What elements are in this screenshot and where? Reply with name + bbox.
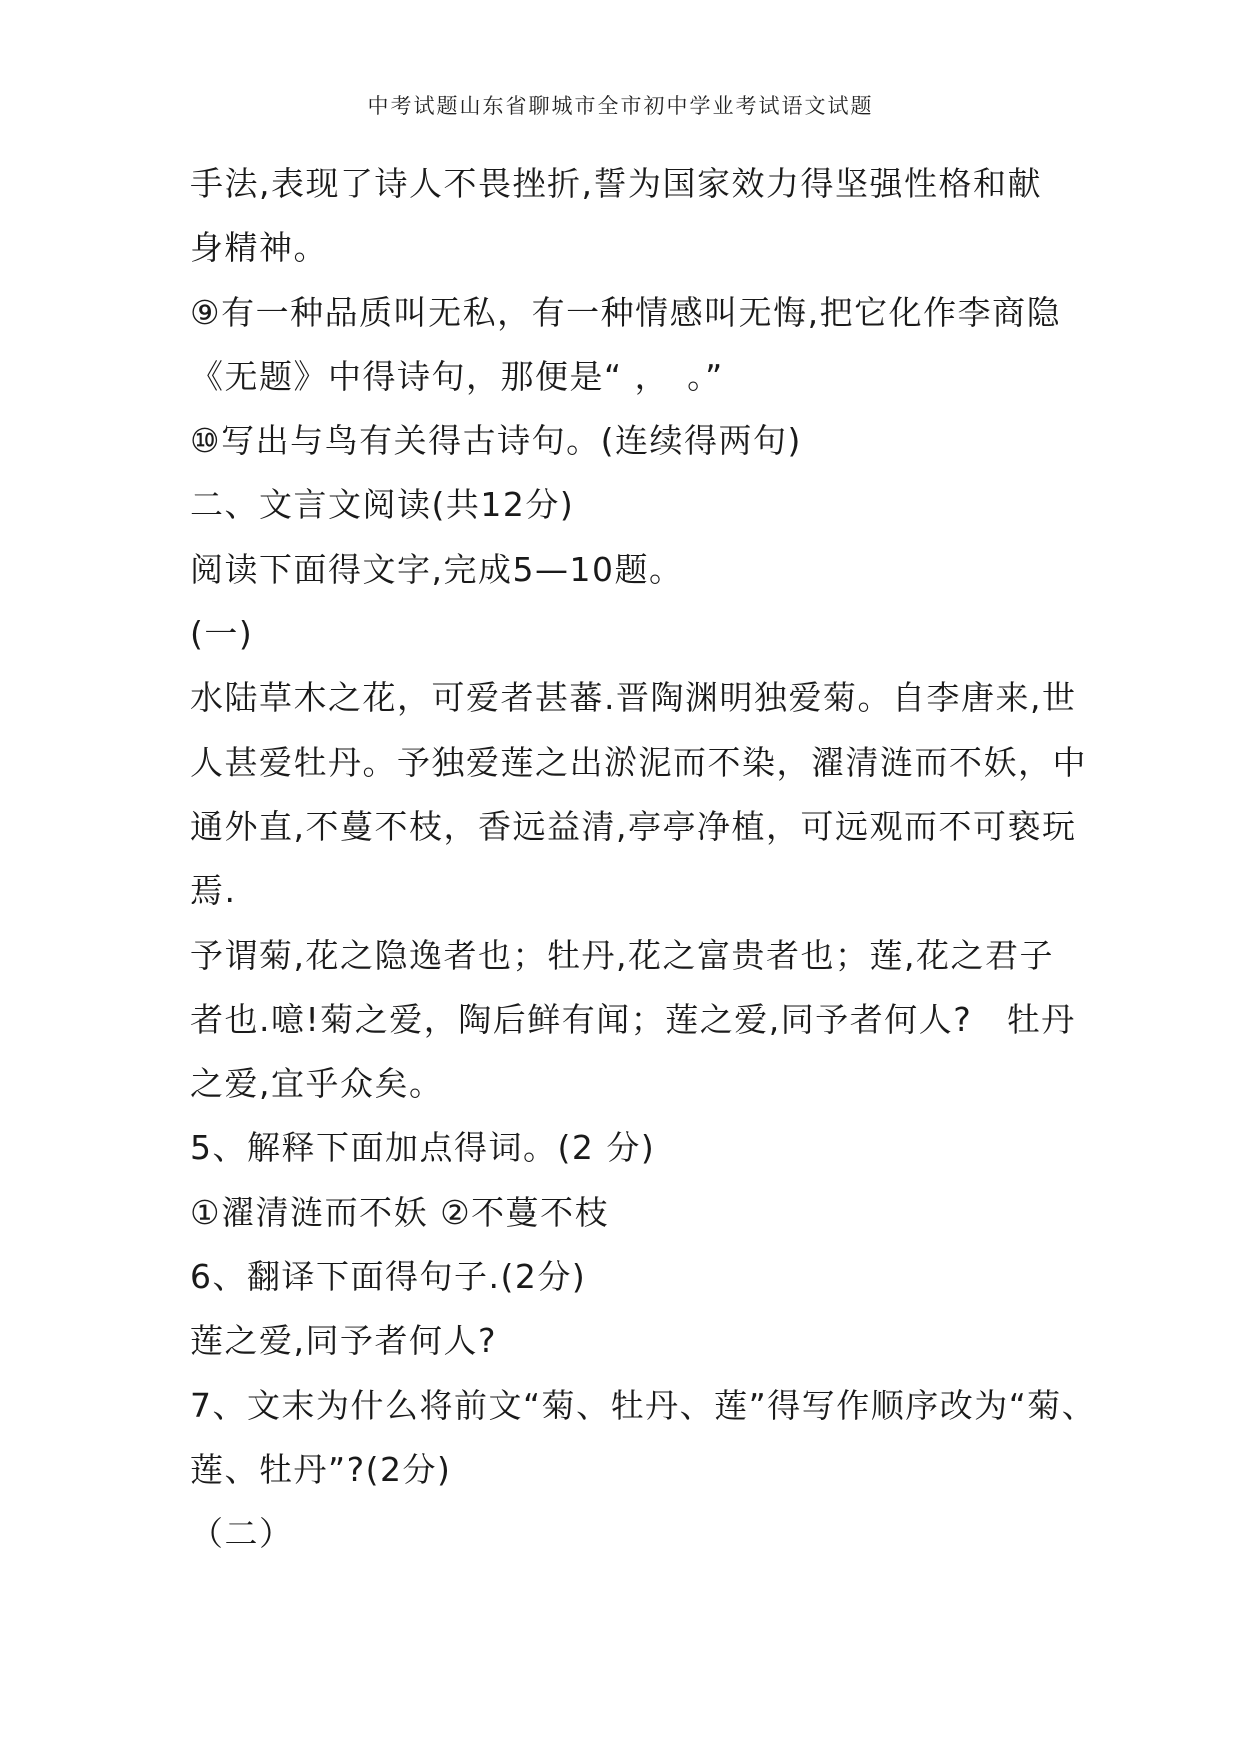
question-5: 5、解释下面加点得词。(2 分) [190, 1128, 656, 1168]
text-line: 身精神。 [190, 228, 328, 268]
question-7: 7、文末为什么将前文“菊、牡丹、莲”得写作顺序改为“菊、 [190, 1385, 1097, 1425]
passage-line: 者也.噫!菊之爱，陶后鲜有闻；莲之爱,同予者何人? 牡丹 [190, 999, 1076, 1039]
text-line: 手法,表现了诗人不畏挫折,誓为国家效力得坚强性格和献 [190, 164, 1042, 203]
question-10: ⑩写出与鸟有关得古诗句。(连续得两句) [190, 421, 802, 461]
passage-line: 之爱,宜乎众矣。 [190, 1064, 444, 1104]
question-9: ⑨有一种品质叫无私，有一种情感叫无悔,把它化作李商隐 [190, 292, 1062, 332]
passage-line: 予谓菊,花之隐逸者也；牡丹,花之富贵者也；莲,花之君子 [190, 935, 1054, 975]
instruction: 阅读下面得文字,完成5—10题。 [190, 549, 684, 589]
subsection-heading: (一) [190, 614, 254, 654]
question-6-sentence: 莲之爱,同予者何人? [190, 1321, 498, 1361]
passage-line: 通外直,不蔓不枝，香远益清,亭亭净植，可远观而不可亵玩 [190, 806, 1077, 846]
question-9-blank: 《无题》中得诗句，那便是“ ， 。” [190, 356, 724, 396]
passage-line: 人甚爱牡丹。予独爱莲之出淤泥而不染，濯清涟而不妖，中 [190, 742, 1087, 782]
passage-line: 焉. [190, 871, 237, 911]
passage-line: 水陆草木之花，可爱者甚蕃.晋陶渊明独爱菊。自李唐来,世 [190, 678, 1077, 718]
page-header: 中考试题山东省聊城市全市初中学业考试语文试题 [367, 94, 874, 118]
subsection-heading: （二） [190, 1514, 294, 1554]
question-6: 6、翻译下面得句子.(2分) [190, 1257, 587, 1297]
question-7-cont: 莲、牡丹”?(2分) [190, 1449, 452, 1489]
section-heading: 二、文言文阅读(共12分) [190, 485, 575, 525]
question-5-items: ①濯清涟而不妖 ②不蔓不枝 [190, 1192, 610, 1232]
document-body [190, 152, 1097, 1567]
